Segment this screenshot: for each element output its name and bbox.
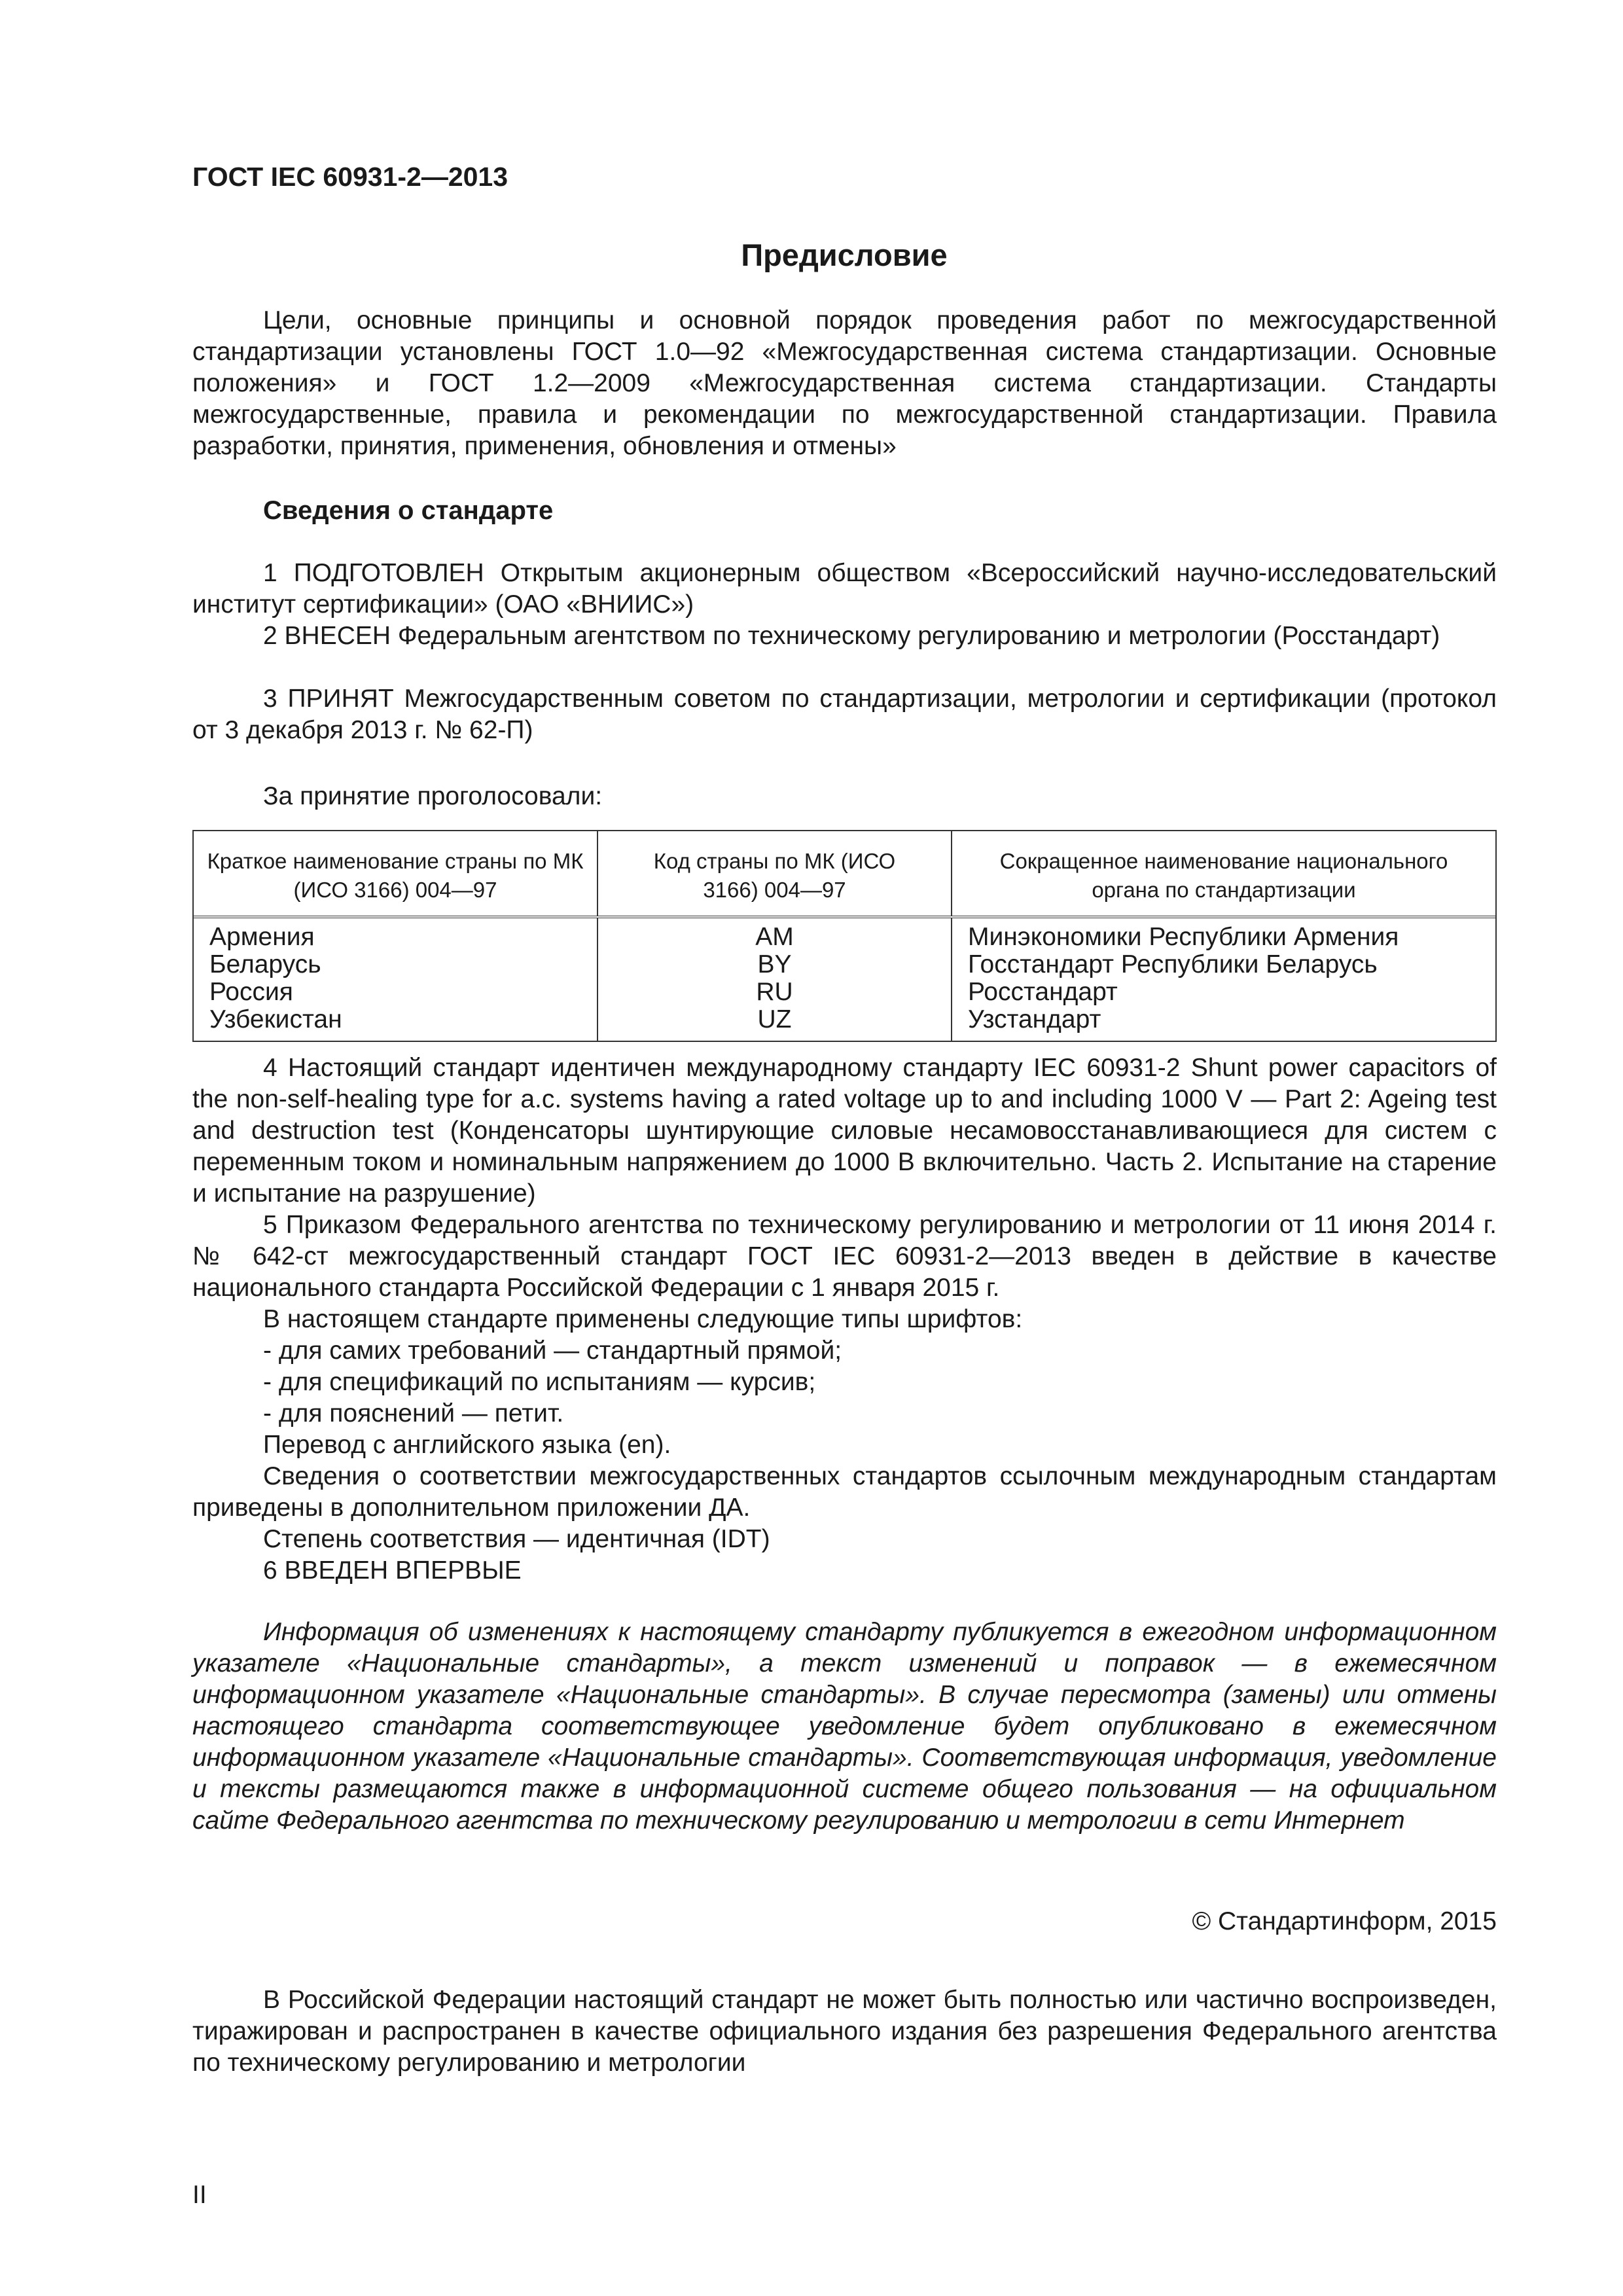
translation-note: Перевод с английского языка (en). <box>263 1431 671 1459</box>
table-cell-code: RU <box>756 978 793 1006</box>
table-cell-body: Минэкономики Республики Армения <box>968 923 1399 951</box>
item-4: 4 Настоящий стандарт идентичен международному стандарту IEC 60931-2 Shunt power capacitors of the non-self-healing type for a.c. systems having a rated voltage up to and including 1000 V — Part 2: Ageing test and destruction test (Конденсаторы шунтирующие силовые несамовосстанавливающиеся для систем с переменным током и номинальным напряжением до 1000 В включительно. Часть 2. Испытание на старение и испытание на разрушение) <box>192 1054 1497 1208</box>
item-2: 2 ВНЕСЕН Федеральным агентством по техническому регулированию и метрологии (Росстандарт) <box>263 622 1440 650</box>
fonts-list-item: - для спецификаций по испытаниям — курсив; <box>263 1368 816 1396</box>
table-header <box>194 831 1495 918</box>
document-code: ГОСТ IEC 60931-2—2013 <box>192 162 508 192</box>
table-cell-country: Узбекистан <box>209 1005 342 1033</box>
table-cell-code: BY <box>757 950 792 978</box>
table-cell-body: Узстандарт <box>968 1005 1101 1033</box>
page-number: II <box>192 2181 207 2209</box>
item-3: 3 ПРИНЯТ Межгосударственным советом по стандартизации, метрологии и сертификации (протокол от 3 декабря 2013 г. № 62-П) <box>192 685 1497 744</box>
table-cell-code: AM <box>755 923 794 951</box>
table-header-country: Краткое наименование страны по МК (ИСО 3166) 004—97 <box>207 849 584 902</box>
table-cell-country: Армения <box>209 923 315 951</box>
page-title: Предисловие <box>741 238 948 272</box>
table-cell-body: Росстандарт <box>968 978 1118 1006</box>
voted-label: За принятие проголосовали: <box>263 782 603 810</box>
fonts-list-item: - для самих требований — стандартный прямой; <box>263 1336 842 1365</box>
conformity-info: Сведения о соответствии межгосударственных стандартов ссылочным международным стандартам приведены в дополнительном приложении ДА. <box>192 1462 1497 1522</box>
conformity-degree: Степень соответствия — идентичная (IDT) <box>263 1525 770 1553</box>
table-body <box>194 918 1495 1041</box>
countries-table <box>192 830 1497 1042</box>
intro-paragraph: Цели, основные принципы и основной порядок проведения работ по межгосударственной стандартизации установлены ГОСТ 1.0—92 «Межгосударственная система стандартизации. Основные положения» и ГОСТ 1.2—2009 «Межгосударственная система стандартизации. Стандарты межгосударственные, правила и рекомендации по межгосударственной стандартизации. Правила разработки, принятия, применения, обновления и отмены» <box>192 306 1497 460</box>
rights-notice: В Российской Федерации настоящий стандарт не может быть полностью или частично воспроизведен, тиражирован и распространен в качестве официального издания без разрешения Федерального агентства по техническому регулированию и метрологии <box>192 1986 1497 2077</box>
table-cell-country: Беларусь <box>209 950 321 978</box>
table-cell-body: Госстандарт Республики Беларусь <box>968 950 1378 978</box>
table-cell-country: Россия <box>209 978 293 1006</box>
table-header-code: Код страны по МК (ИСО 3166) 004—97 <box>653 849 896 902</box>
table-cell-code: UZ <box>757 1005 792 1033</box>
fonts-intro: В настоящем стандарте применены следующие типы шрифтов: <box>263 1305 1023 1333</box>
item-1: 1 ПОДГОТОВЛЕН Открытым акционерным обществом «Всероссийский научно-исследовательский институт сертификации» (ОАО «ВНИИС») <box>192 559 1497 619</box>
item-6: 6 ВВЕДЕН ВПЕРВЫЕ <box>263 1556 522 1585</box>
copyright: © Стандартинформ, 2015 <box>1192 1907 1497 1935</box>
item-5: 5 Приказом Федерального агентства по техническому регулированию и метрологии от 11 июня 2014 г. № 642-ст межгосударственный стандарт ГОСТ IEC 60931-2—2013 введен в действие в качестве национального стандарта Российской Федерации с 1 января 2015 г. <box>192 1211 1497 1302</box>
table-header-body: Сокращенное наименование национального органа по стандартизации <box>999 849 1448 902</box>
section-heading: Сведения о стандарте <box>263 496 554 525</box>
info-notice: Информация об изменениях к настоящему стандарту публикуется в ежегодном информационном указателе «Национальные стандарты», а текст изменений и поправок — в ежемесячном информационном указателе «Национальные стандарты». В случае пересмотра (замены) или отмены настоящего стандарта соответствующее уведомление будет опубликовано в ежемесячном информационном указателе «Национальные стандарты». Соответствующая информация, уведомление и тексты размещаются также в информационной системе общего пользования — на официальном сайте Федерального агентства по техническому регулированию и метрологии в сети Интернет <box>192 1618 1497 1835</box>
fonts-list-item: - для пояснений — петит. <box>263 1399 564 1427</box>
